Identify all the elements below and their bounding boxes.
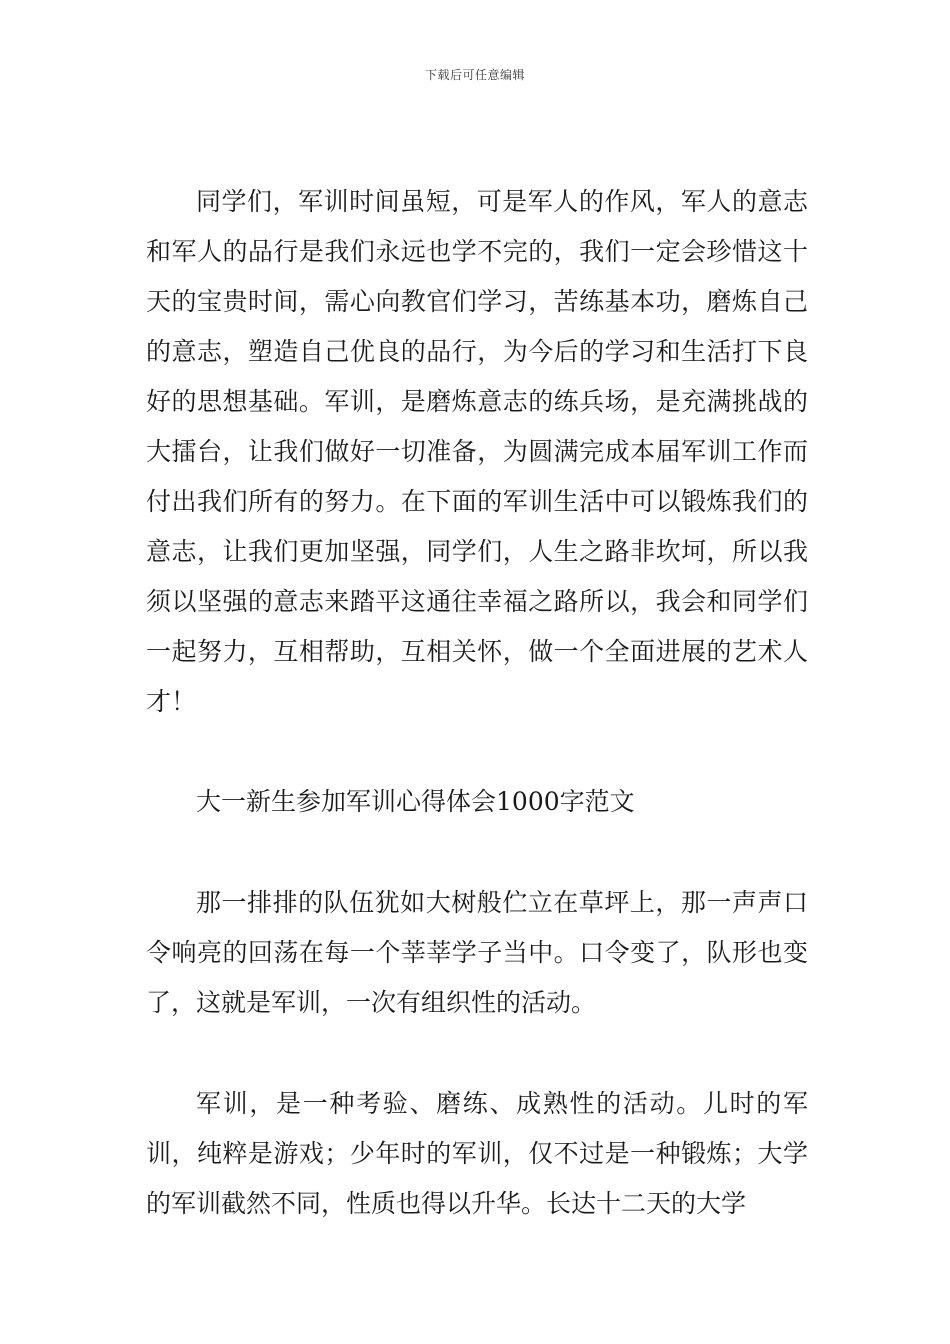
paragraph-spacer: [146, 827, 808, 878]
article-title: 大一新生参加军训心得体会1000字范文: [196, 787, 635, 816]
paragraph-lawn-formation: 那一排排的队伍犹如大树般伫立在草坪上，那一声声口令响亮的回荡在每一个莘莘学子当中。口令变了，队形也变了，这就是军训，一次有组织性的活动。: [146, 888, 808, 1017]
paragraph-military-training-test: 军训，是一种考验、磨练、成熟性的活动。儿时的军训，纯粹是游戏；少年时的军训，仅不过是一种锻炼；大学的军训截然不同，性质也得以升华。长达十二天的大学: [146, 1089, 808, 1218]
document-body: [146, 177, 808, 1229]
paragraph-closing-remarks: 同学们，军训时间虽短，可是军人的作风，军人的意志和军人的品行是我们永远也学不完的，我们一定会珍惜这十天的宝贵时间，需心向教官们学习，苦练基本功，磨炼自己的意志，塑造自己优良的品行，为今后的学习和生活打下良好的思想基础。军训，是磨炼意志的练兵场，是充满挑战的大擂台，让我们做好一切准备，为圆满完成本届军训工作而付出我们所有的努力。在下面的军训生活中可以锻炼我们的意志，让我们更加坚强，同学们，人生之路非坎坷，所以我须以坚强的意志来踏平这通往幸福之路所以，我会和同学们一起努力，互相帮助，互相关怀，做一个全面进展的艺术人才！: [146, 187, 808, 716]
page-header-note: 下载后可任意编辑: [424, 68, 525, 82]
paragraph-spacer: [146, 1028, 808, 1079]
paragraph-spacer: [146, 727, 808, 777]
